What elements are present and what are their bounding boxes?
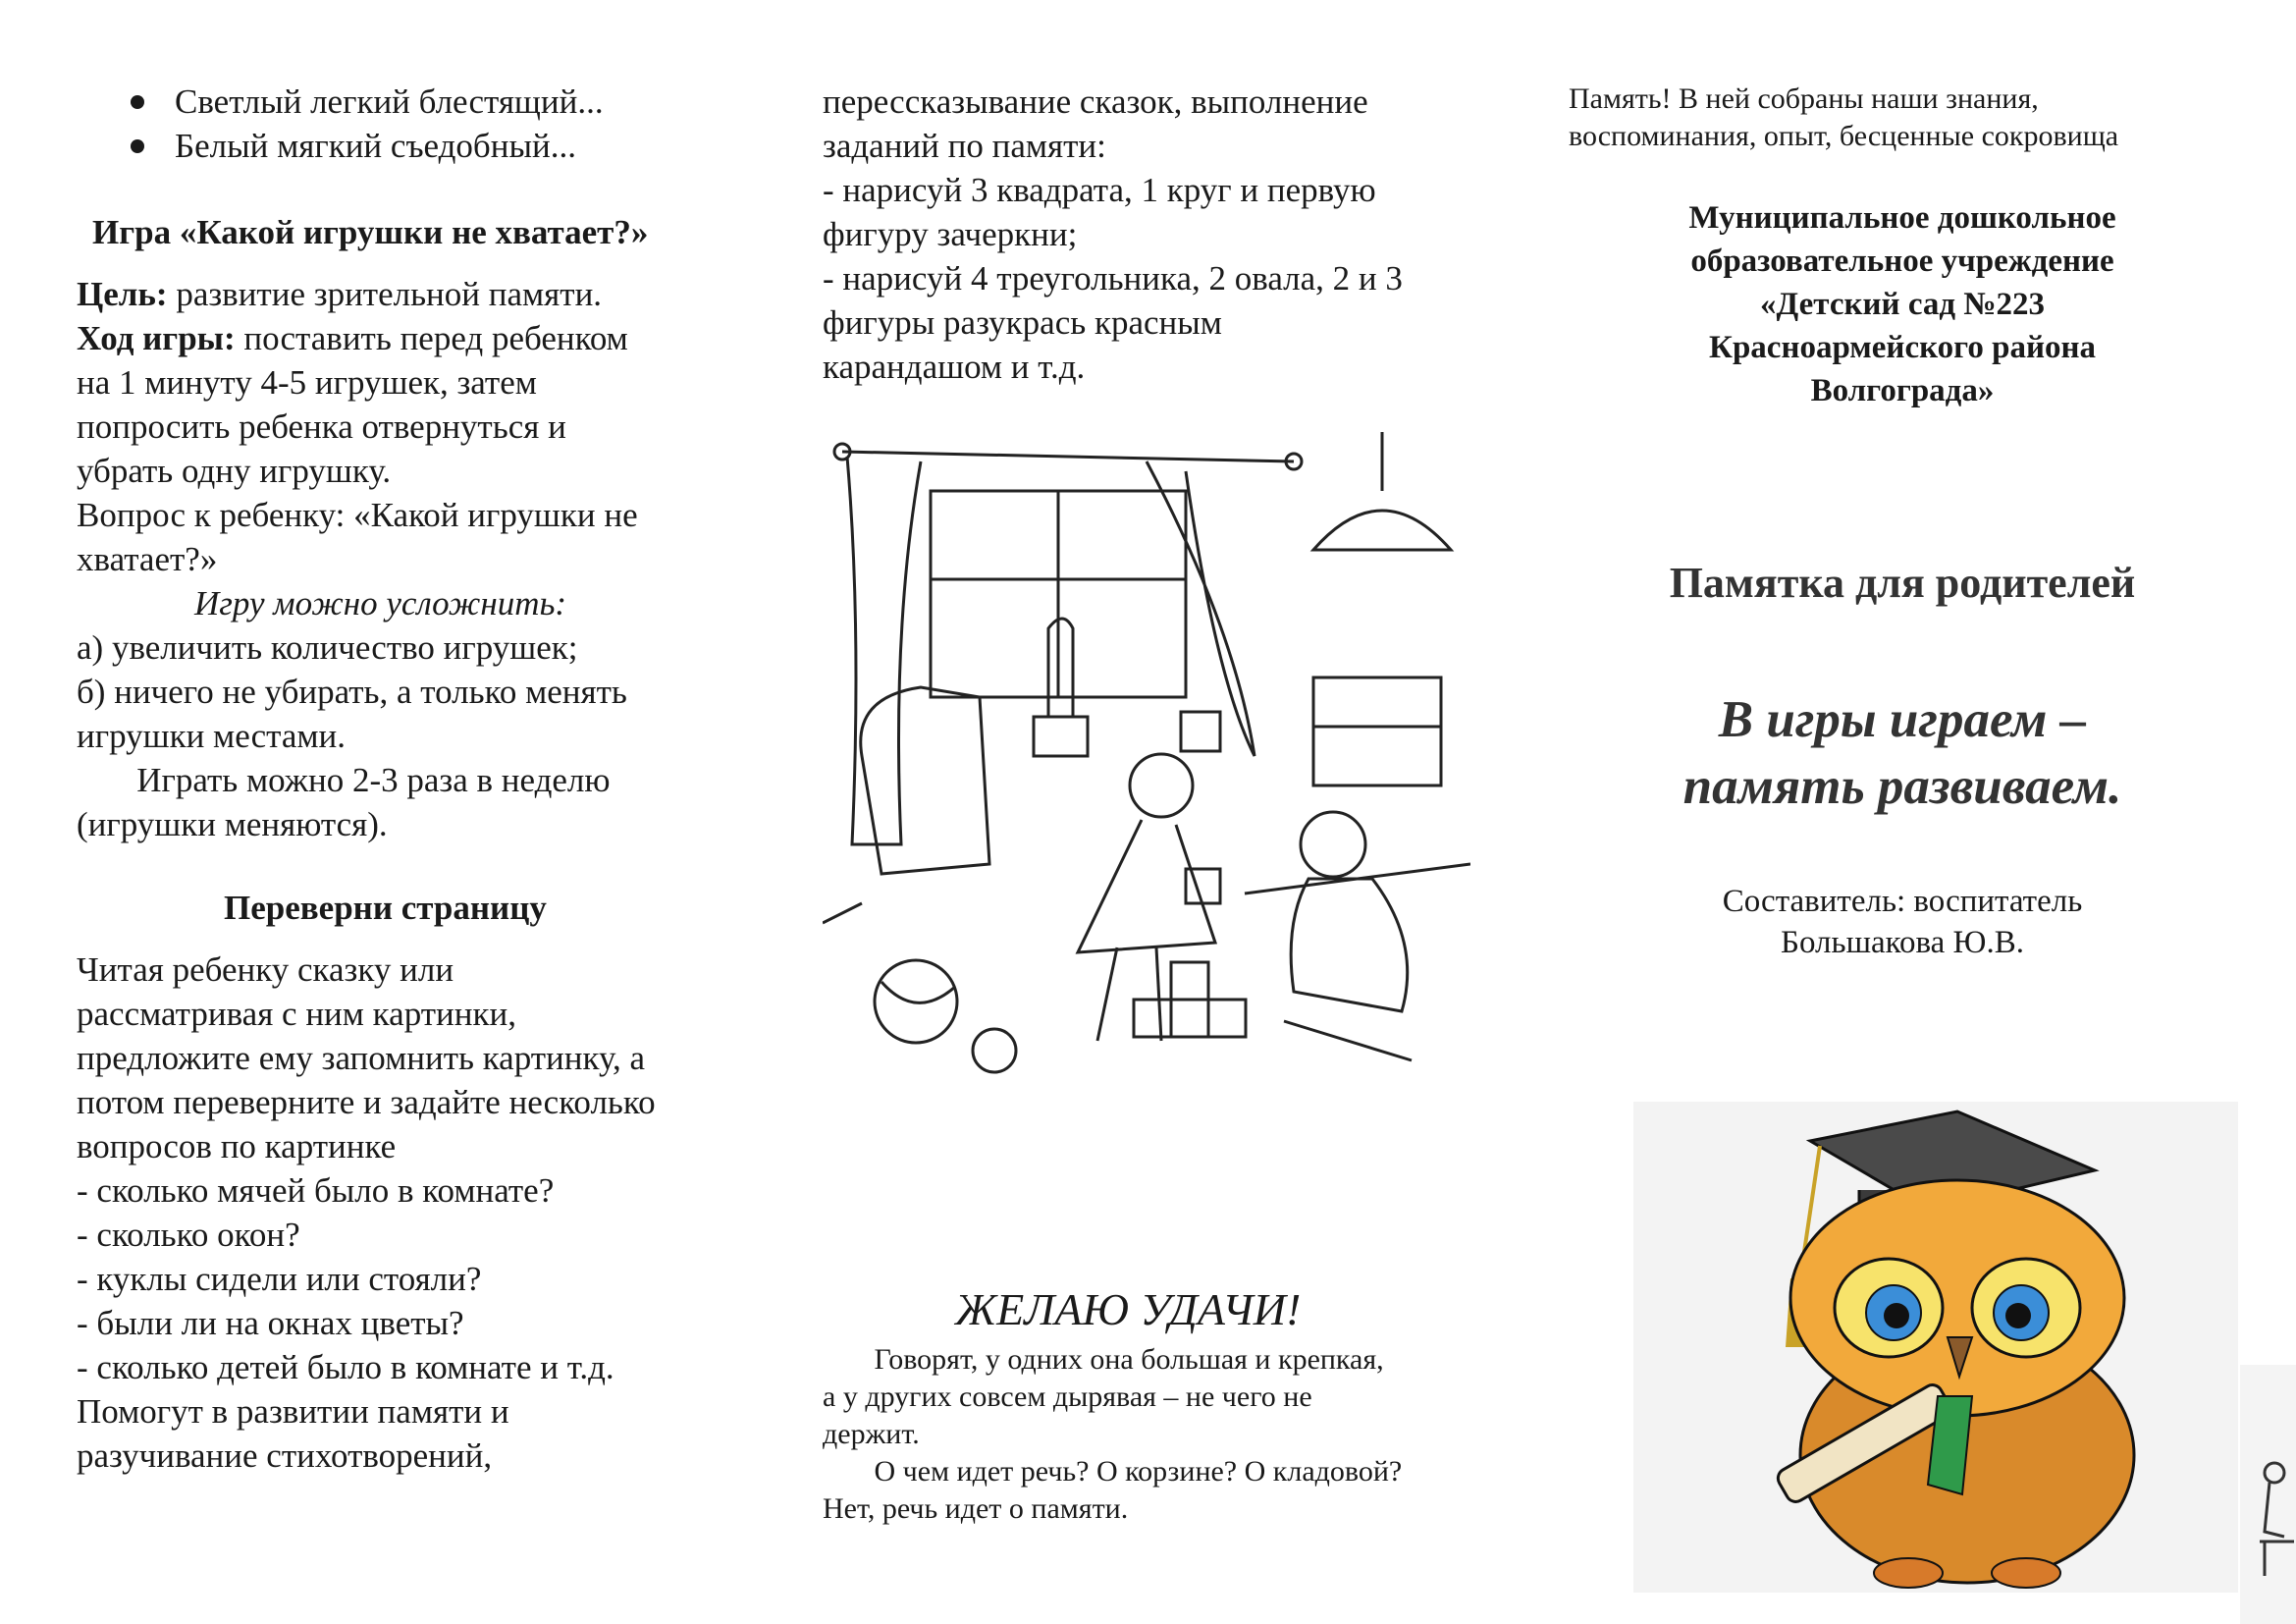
section-line: предложите ему запомнить картинку, а [77, 1039, 646, 1077]
institution-line: образовательное учреждение [1690, 244, 2114, 279]
option-line: а) увеличить количество игрушек; [77, 628, 578, 667]
complicate-note: Игру можно усложнить: [194, 584, 567, 623]
course-label: Ход игры: [77, 319, 236, 357]
section-line: - куклы сидели или стояли? [77, 1260, 482, 1298]
text-line: перессказывание сказок, выполнение [823, 82, 1368, 121]
riddle-line: Говорят, у одних она большая и крепкая, [823, 1343, 1384, 1376]
riddle-line: О чем идет речь? О корзине? О кладовой? [823, 1455, 1403, 1488]
option-line: игрушки местами. [77, 717, 347, 755]
course-text-line: на 1 минуту 4-5 игрушек, затем [77, 363, 537, 402]
course-text: поставить перед ребенком [235, 319, 628, 357]
section-line: вопросов по картинке [77, 1127, 397, 1165]
frequency-line: Играть можно 2-3 раза в неделю [77, 761, 611, 799]
institution-line: «Детский сад №223 [1760, 287, 2045, 322]
section-line: разучивание стихотворений, [77, 1436, 493, 1475]
frequency-line: (игрушки меняются). [77, 805, 388, 843]
section-line: - сколько мячей было в комнате? [77, 1171, 555, 1210]
children-playing-illustration [823, 432, 1470, 1080]
section-line: - сколько окон? [77, 1216, 300, 1254]
section-line: Читая ребенку сказку или [77, 950, 454, 989]
section-line: - были ли на окнах цветы? [77, 1304, 464, 1342]
section-title: Переверни страницу [224, 889, 547, 927]
institution-line: Красноармейского района [1709, 330, 2096, 365]
bullet-item: Светлый легкий блестящий... [175, 82, 604, 121]
riddle-line: держит. [823, 1418, 920, 1450]
brochure-title-line: В игры играем – [1718, 691, 2087, 748]
wish-heading: ЖЕЛАЮ УДАЧИ! [955, 1284, 1302, 1334]
course-text-line: убрать одну игрушку. [77, 452, 392, 490]
course-line [77, 317, 628, 360]
bullet-dot [131, 95, 144, 109]
course-text-line: попросить ребенка отвернуться и [77, 407, 566, 446]
section-line: Помогут в развитии памяти и [77, 1392, 509, 1431]
quote-line: воспоминания, опыт, бесценные сокровища [1569, 120, 2119, 152]
goal-label: Цель: [77, 275, 168, 313]
bullet-dot [131, 139, 144, 153]
text-line: карандашом и т.д. [823, 348, 1086, 386]
goal-text: развитие зрительной памяти. [167, 275, 603, 313]
brochure-title-line: память развиваем. [1682, 758, 2122, 815]
institution-line: Волгограда» [1810, 373, 1995, 408]
text-line: фигуру зачеркни; [823, 215, 1078, 253]
course-text-line: хватает?» [77, 540, 218, 578]
riddle-line: Нет, речь идет о памяти. [823, 1492, 1129, 1525]
text-line: заданий по памяти: [823, 127, 1106, 165]
bullet-item: Белый мягкий съедобный... [175, 127, 576, 165]
text-line: - нарисуй 4 треугольника, 2 овала, 2 и 3 [823, 259, 1403, 298]
section-line: потом переверните и задайте несколько [77, 1083, 656, 1121]
option-line: б) ничего не убирать, а только менять [77, 673, 627, 711]
course-text-line: Вопрос к ребенку: «Какой игрушки не [77, 496, 638, 534]
text-line: фигуры разукрась красным [823, 303, 1222, 342]
quote-line: Память! В ней собраны наши знания, [1569, 82, 2039, 115]
memo-heading: Памятка для родителей [1669, 559, 2136, 607]
graduate-owl-illustration [1633, 1102, 2238, 1593]
section-line: - сколько детей было в комнате и т.д. [77, 1348, 614, 1386]
riddle-line: а у других совсем дырявая – не чего не [823, 1380, 1312, 1413]
goal-line [77, 273, 602, 316]
author-line: Составитель: воспитатель [1722, 884, 2083, 919]
game-title: Игра «Какой игрушки не хватает?» [92, 213, 649, 251]
owl-icon [1633, 1102, 2238, 1593]
text-line: - нарисуй 3 квадрата, 1 круг и первую [823, 171, 1376, 209]
institution-line: Муниципальное дошкольное [1688, 200, 2116, 236]
author-line: Большакова Ю.В. [1781, 925, 2024, 960]
section-line: рассматривая с ним картинки, [77, 995, 516, 1033]
corner-fragment-illustration [2240, 1365, 2296, 1624]
